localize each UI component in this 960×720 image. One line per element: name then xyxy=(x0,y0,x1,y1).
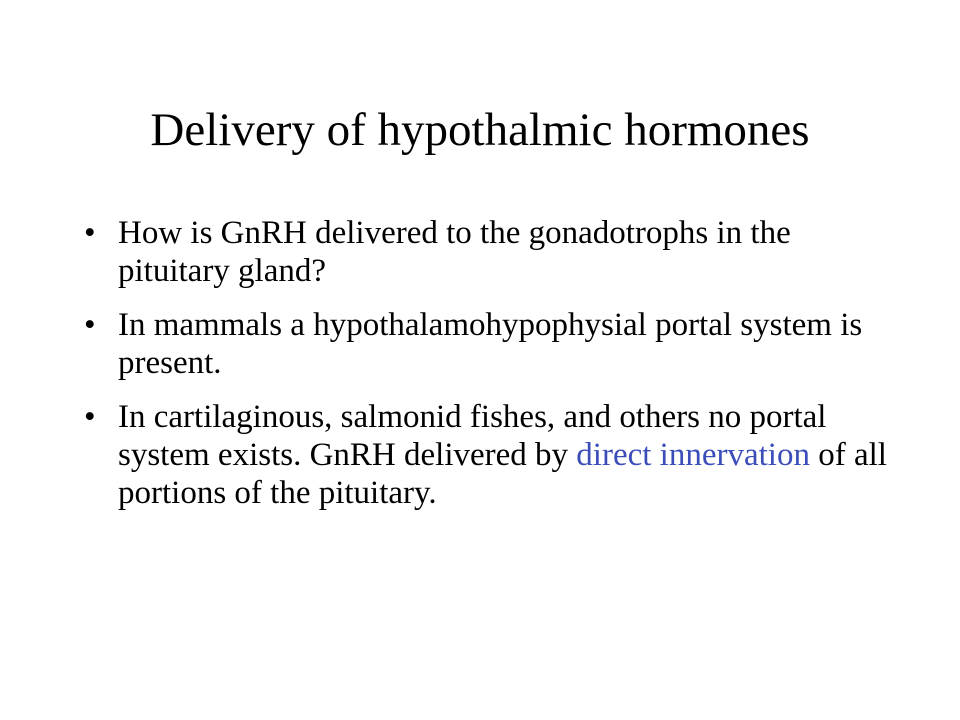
bullet-point-icon: • xyxy=(84,215,96,251)
bullet-item-fishes-direct-innervation xyxy=(84,398,904,512)
slide-title: Delivery of hypothalmic hormones xyxy=(150,104,810,156)
bullet-text-before-highlight: In cartilaginous, salmonid fishes, and others no portal system exists. GnRH delivered by xyxy=(118,399,827,473)
bullet-item-gnrh-delivery xyxy=(84,214,904,290)
highlighted-term-direct-innervation: direct innervation xyxy=(576,437,810,473)
bullet-text-after-highlight: of all portions of the pituitary. xyxy=(118,437,887,511)
bullet-text: How is GnRH delivered to the gonadotrophs in the pituitary gland? xyxy=(118,215,791,289)
bullet-item-mammals-portal-system xyxy=(84,306,904,382)
bullet-point-icon: • xyxy=(84,307,96,343)
bullet-text: In mammals a hypothalamohypophysial portal system is present. xyxy=(118,307,863,381)
bullet-point-icon: • xyxy=(84,399,96,435)
bullet-list xyxy=(84,214,904,528)
bullet-text xyxy=(118,399,887,511)
